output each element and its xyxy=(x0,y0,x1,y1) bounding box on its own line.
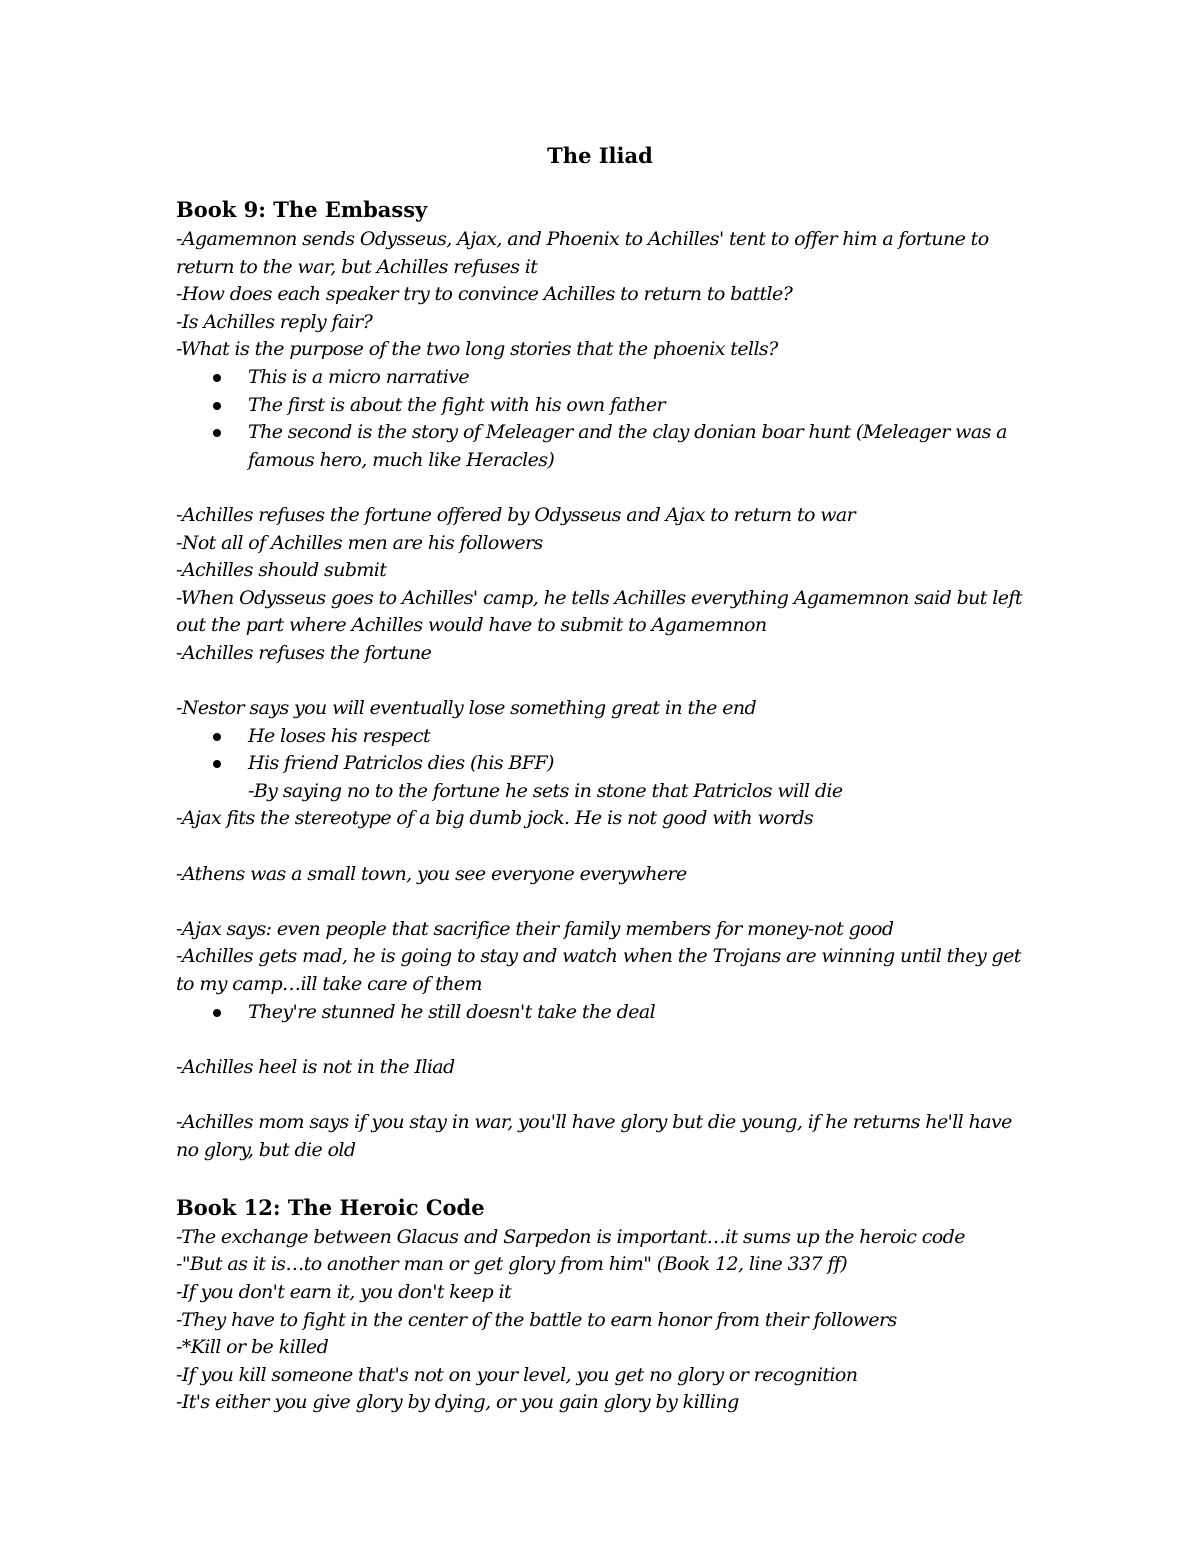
bullet-sub-line: -By saying no to the fortune he sets in stone that Patriclos will die xyxy=(248,779,843,802)
spacer xyxy=(176,1081,1026,1109)
paragraph-intro: -Agamemnon sends Odysseus, Ajax, and Phoenix to Achilles' tent to offer him a fortune to return to the war, but Achilles refuses it xyxy=(176,228,989,278)
spacer xyxy=(176,1164,1026,1192)
note-line: -The exchange between Glacus and Sarpedon is important…it sums up the heroic code xyxy=(176,1225,965,1248)
note-line: -It's either you give glory by dying, or you gain glory by killing xyxy=(176,1391,739,1414)
bullet-icon xyxy=(213,374,221,382)
bullet-icon xyxy=(213,402,221,410)
note-line: -Ajax says: even people that sacrifice their family members for money-not good xyxy=(176,917,894,940)
section-heading-book-12: Book 12: The Heroic Code xyxy=(176,1194,485,1220)
bullet-text: He loses his respect xyxy=(248,724,431,747)
bullet-text: They're stunned he still doesn't take the deal xyxy=(248,1000,656,1023)
bullet-item xyxy=(176,750,1026,778)
note-paragraph: -When Odysseus goes to Achilles' camp, he tells Achilles everything Agamemnon said but left out the part where Achilles would have to submit to Agamemnon xyxy=(176,586,1022,637)
note-line: -Achilles refuses the fortune xyxy=(176,641,432,664)
document-body xyxy=(176,194,1026,1417)
bullet-icon xyxy=(213,733,221,741)
spacer xyxy=(176,888,1026,916)
bullet-item xyxy=(176,364,1026,392)
bullet-icon xyxy=(213,760,221,768)
note-line: -If you don't earn it, you don't keep it xyxy=(176,1280,512,1303)
question-line: -Is Achilles reply fair? xyxy=(176,310,373,333)
note-line: -Not all of Achilles men are his followers xyxy=(176,531,543,554)
spacer xyxy=(176,833,1026,861)
bullet-item xyxy=(176,723,1026,751)
note-line: -Achilles refuses the fortune offered by Odysseus and Ajax to return to war xyxy=(176,503,856,526)
bullet-text: The second is the story of Meleager and the clay donian boar hunt (Meleager was a famous hero, much like Heracles) xyxy=(248,421,1007,471)
bullet-text: This is a micro narrative xyxy=(248,365,470,388)
note-line: -Achilles heel is not in the Iliad xyxy=(176,1055,455,1078)
note-line: -Ajax fits the stereotype of a big dumb jock. He is not good with words xyxy=(176,807,814,830)
question-line: -What is the purpose of the two long stories that the phoenix tells? xyxy=(176,338,778,361)
bullet-text: His friend Patriclos dies (his BFF) xyxy=(248,752,554,775)
bullet-item xyxy=(176,392,1026,420)
note-line: -They have to fight in the center of the battle to earn honor from their followers xyxy=(176,1308,897,1331)
note-paragraph: -Achilles gets mad, he is going to stay and watch when the Trojans are winning until they get to my camp…ill take care of them xyxy=(176,945,1021,996)
bullet-item xyxy=(176,999,1026,1027)
bullet-item xyxy=(176,419,1026,474)
note-line: -*Kill or be killed xyxy=(176,1336,329,1359)
note-line: -Athens was a small town, you see everyone everywhere xyxy=(176,862,687,885)
note-line: -Nestor says you will eventually lose something great in the end xyxy=(176,697,757,720)
bullet-text: The first is about the fight with his own father xyxy=(248,393,665,416)
note-line: -"But as it is…to another man or get glory from him" (Book 12, line 337 ff) xyxy=(176,1253,848,1276)
document-title: The Iliad xyxy=(547,143,653,168)
note-paragraph: -Achilles mom says if you stay in war, you'll have glory but die young, if he returns he'll have no glory, but die old xyxy=(176,1111,1012,1161)
bullet-icon xyxy=(213,429,221,437)
section-heading-book-9: Book 9: The Embassy xyxy=(176,197,428,222)
spacer xyxy=(176,668,1026,696)
note-line: -Achilles should submit xyxy=(176,559,387,582)
spacer xyxy=(176,1026,1026,1054)
question-line: -How does each speaker try to convince Achilles to return to battle? xyxy=(176,283,793,306)
bullet-icon xyxy=(213,1009,221,1017)
spacer xyxy=(176,474,1026,502)
note-line: -If you kill someone that's not on your level, you get no glory or recognition xyxy=(176,1363,858,1386)
